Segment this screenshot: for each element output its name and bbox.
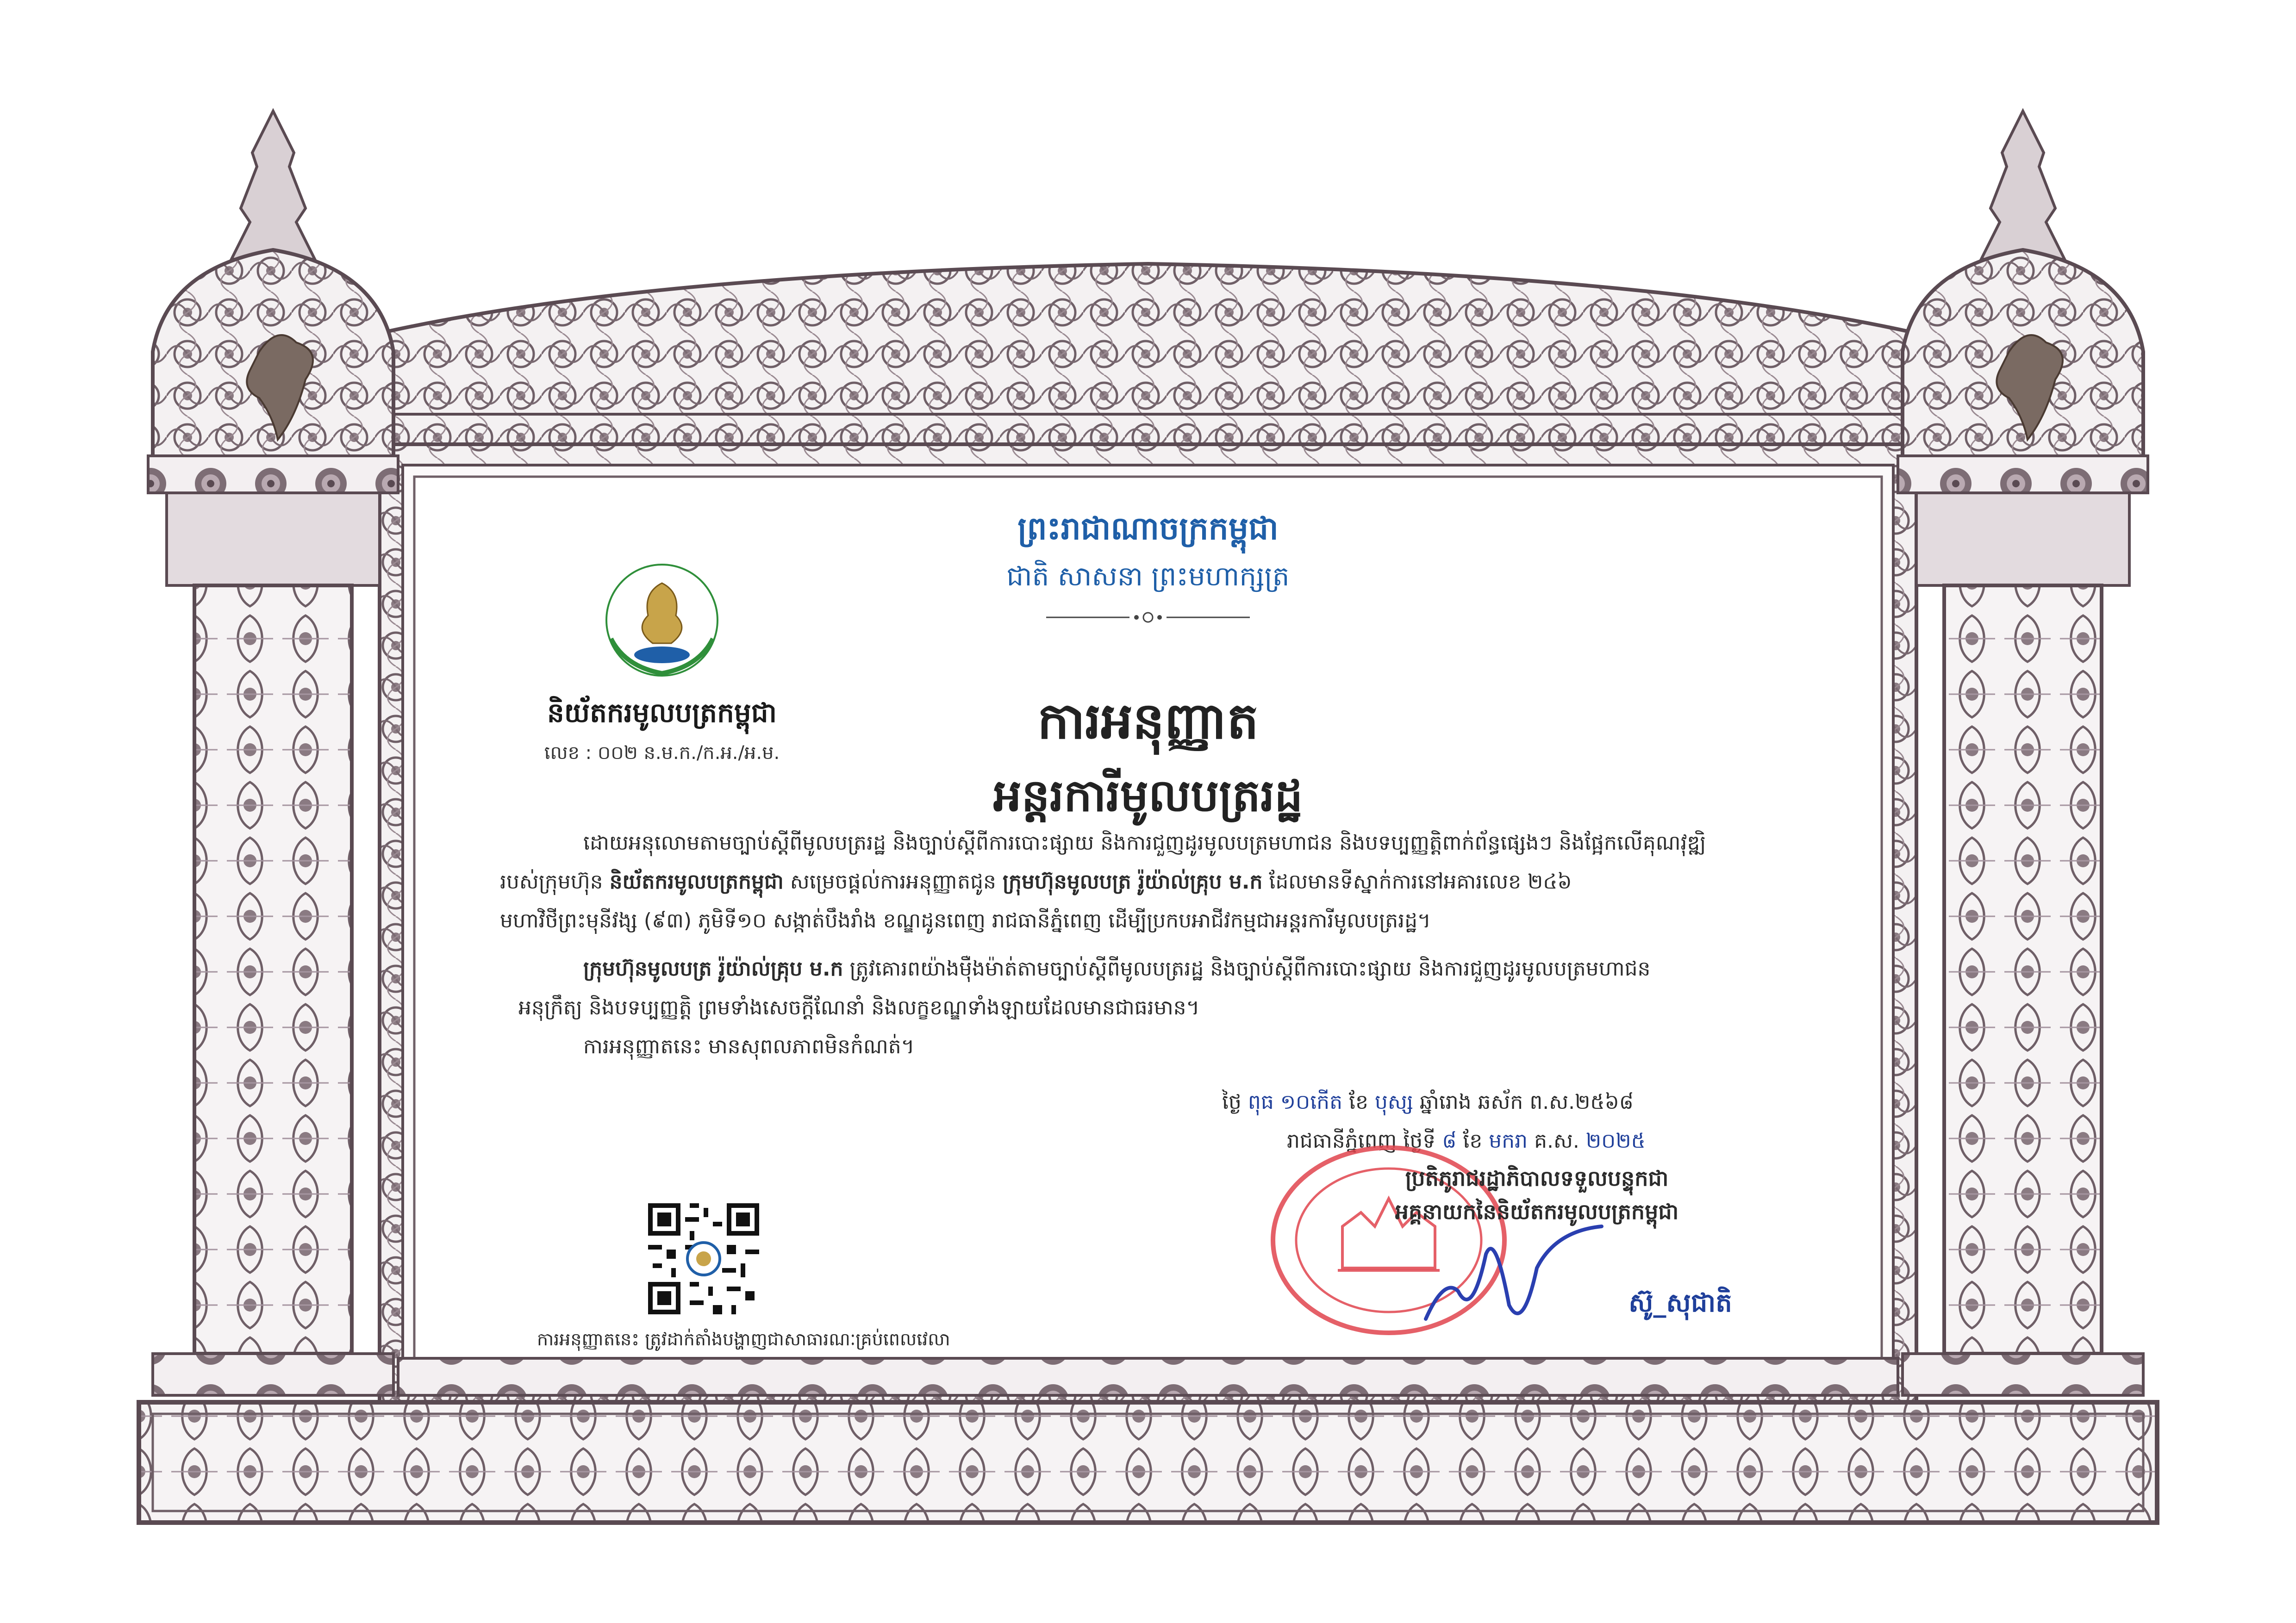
signatory-name: ស៊ូ_សុជាតិ bbox=[1628, 1288, 1732, 1318]
issuer-logo bbox=[583, 551, 741, 690]
right-capital bbox=[1916, 493, 2129, 585]
bottom-plinth bbox=[139, 1402, 2157, 1523]
right-base bbox=[1903, 1354, 2143, 1395]
date-era: គ.ស. bbox=[1534, 1129, 1579, 1153]
left-capital bbox=[167, 493, 380, 585]
qr-display-note: ការអនុញ្ញាតនេះ ត្រូវដាក់តាំងបង្ហាញជាសាធារណៈគ្រប់ពេលវេលា bbox=[537, 1329, 950, 1349]
left-rosette-band bbox=[148, 456, 398, 493]
body-p1-line3: មហាវិថីព្រះមុនីវង្ស (៩៣) ភូមិទី១០ សង្កាត់បឹងរាំង ខណ្ឌដូនពេញ រាជធានីភ្នំពេញ ដើម្បីប្រកបអាជីវកម្មជាអន្តរការីមូលបត្ររដ្ឋ។ bbox=[500, 909, 1431, 933]
signatory-title-1: ប្រតិភូរាជរដ្ឋាភិបាលទទួលបន្ទុកជា bbox=[1405, 1166, 1669, 1191]
date-lunar-year: ឆ្នាំរោង ឆស័ក ព.ស.២៥៦៨ bbox=[1419, 1090, 1634, 1114]
right-spire bbox=[1981, 111, 2065, 259]
licensee-name-2: ក្រុមហ៊ុនមូលបត្រ រ៉ូយ៉ាល់គ្រុប ម.ក bbox=[583, 957, 843, 981]
kingdom-heading: ព្រះរាជាណាចក្រកម្ពុជា bbox=[1017, 510, 1279, 547]
bottom-rosette-strip bbox=[398, 1358, 1898, 1395]
left-shaft bbox=[194, 585, 352, 1354]
body-p1-l2-c: សម្រេចផ្តល់ការអនុញ្ញាតជូន bbox=[783, 870, 1003, 894]
lunar-date-line bbox=[1222, 1083, 1778, 1122]
header-divider bbox=[1042, 608, 1254, 627]
validity-statement: ការអនុញ្ញាតនេះ មានសុពលភាពមិនកំណត់។ bbox=[583, 1035, 915, 1058]
signatory-title-2: អគ្គនាយកនៃនិយ័តករមូលបត្រកម្ពុជា bbox=[1395, 1199, 1679, 1224]
left-base bbox=[153, 1354, 393, 1395]
national-motto: ជាតិ សាសនា ព្រះមហាក្សត្រ bbox=[1006, 560, 1290, 592]
date-day: ៨ bbox=[1442, 1129, 1457, 1153]
qr-code[interactable] bbox=[643, 1199, 764, 1319]
left-spire bbox=[231, 111, 315, 259]
body-p2-line2: អនុក្រឹត្យ និងបទប្បញ្ញត្តិ ព្រមទាំងសេចក្តីណែនាំ និងលក្ខខណ្ឌទាំងឡាយដែលមានជាធរមាន។ bbox=[518, 996, 1200, 1020]
body-p1-line2 bbox=[500, 863, 1801, 902]
body-p1-line1: ដោយអនុលោមតាមច្បាប់ស្តីពីមូលបត្ររដ្ឋ និងច្បាប់ស្តីពីការបោះផ្សាយ និងការជួញដូរមូលបត្រមហាជន និងបទប្បញ្ញត្តិពាក់ព័ន្ធផ្សេងៗ និងផ្អែកលើគុណវុឌ្ឍិ bbox=[583, 831, 1706, 855]
body-p1-l2-a: របស់ក្រុមហ៊ុន bbox=[500, 870, 610, 894]
top-arch bbox=[380, 264, 1916, 417]
date-month: មករា bbox=[1489, 1129, 1528, 1153]
certificate-subtitle: អន្តរការីមូលបត្ររដ្ឋ bbox=[993, 770, 1303, 821]
date-day-label: ថ្ងៃ bbox=[1222, 1090, 1242, 1114]
date-month-label-2: ខែ bbox=[1463, 1129, 1483, 1153]
body-p1-l2-e: ដែលមានទីស្នាក់ការនៅអគារលេខ ២៤៦ bbox=[1262, 870, 1572, 894]
license-number: លេខ : ០០២ ន.ម.ក./ក.អ./អ.ម. bbox=[544, 742, 780, 764]
date-year: ២០២៥ bbox=[1585, 1129, 1646, 1153]
certificate-title: ការអនុញ្ញាត bbox=[1037, 692, 1259, 750]
date-month-label: ខែ bbox=[1349, 1090, 1368, 1114]
date-place: រាជធានីភ្នំពេញ ថ្ងៃទី bbox=[1287, 1129, 1436, 1153]
top-band bbox=[380, 414, 1916, 447]
date-lunar-day: ពុធ ១០កើត bbox=[1248, 1090, 1343, 1114]
licensee-name: ក្រុមហ៊ុនមូលបត្រ រ៉ូយ៉ាល់គ្រុប ម.ក bbox=[1002, 870, 1263, 894]
issuer-name: និយ័តករមូលបត្រកម្ពុជា bbox=[547, 697, 777, 728]
body-p2-line1 bbox=[500, 950, 1801, 989]
body-p2-l1-b: ត្រូវគោរពយ៉ាងម៉ឺងម៉ាត់តាមច្បាប់ស្តីពីមូលបត្ររដ្ឋ និងច្បាប់ស្តីពីការបោះផ្សាយ និងការជួញដូរមូលបត្រមហាជន bbox=[843, 957, 1651, 981]
right-rosette-band bbox=[1898, 456, 2148, 493]
date-lunar-month: បុស្ស bbox=[1374, 1090, 1413, 1114]
right-shaft bbox=[1944, 585, 2102, 1354]
issuer-name-inline: និយ័តករមូលបត្រកម្ពុជា bbox=[609, 870, 784, 894]
